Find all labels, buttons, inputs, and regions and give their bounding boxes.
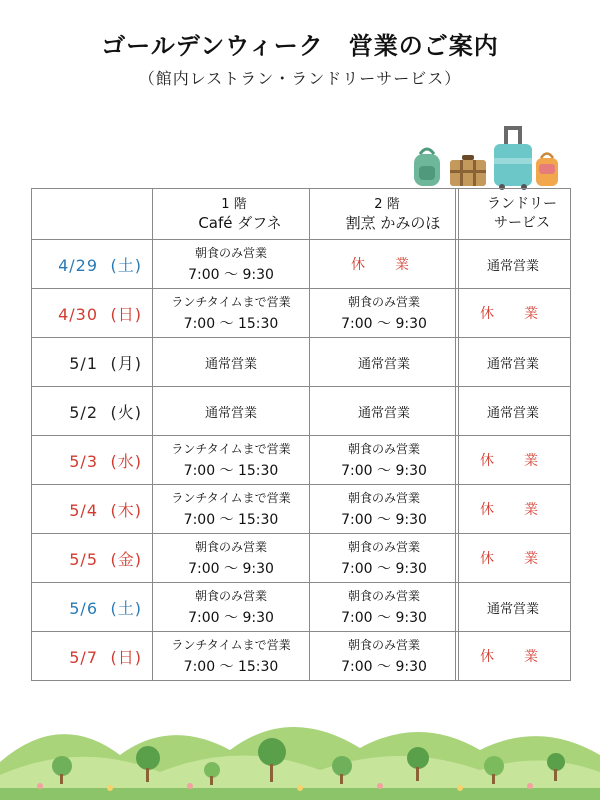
laundry-row <box>456 436 571 485</box>
cafe-status-text: 通常営業 <box>204 356 257 372</box>
kami-cell <box>310 289 459 338</box>
cafe-hours-text: 7:00 〜 9:30 <box>188 610 274 626</box>
weekday-text: (金) <box>110 549 142 569</box>
date-text: 4/30 <box>58 304 98 324</box>
weekday-text: (木) <box>110 500 142 520</box>
cafe-cell <box>153 632 310 681</box>
date-cell <box>32 240 153 289</box>
kami-status-text: 朝食のみ営業 <box>347 295 420 309</box>
header-laundry-cell <box>456 189 571 240</box>
date-cell <box>32 436 153 485</box>
laundry-table <box>455 188 571 681</box>
table-row <box>32 632 459 681</box>
weekday-text: (日) <box>110 304 142 324</box>
kami-hours-text: 7:00 〜 9:30 <box>341 561 427 577</box>
kami-cell <box>310 338 459 387</box>
laundry-cell <box>456 240 571 289</box>
header-kami-cell <box>310 189 459 240</box>
kami-cell <box>310 240 459 289</box>
date-cell <box>32 289 153 338</box>
date-text: 5/7 <box>69 647 98 667</box>
laundry-row <box>456 632 571 681</box>
kami-cell <box>310 436 459 485</box>
cafe-cell <box>153 485 310 534</box>
kami-status-text: 朝食のみ営業 <box>347 589 420 603</box>
laundry-cell <box>456 583 571 632</box>
cafe-hours-text: 7:00 〜 15:30 <box>183 659 279 675</box>
schedule-table <box>31 188 459 681</box>
date-cell <box>32 485 153 534</box>
header-cafe-cell <box>153 189 310 240</box>
cafe-cell <box>153 534 310 583</box>
laundry-closed-text: 休 業 <box>480 306 546 322</box>
kami-cell <box>310 583 459 632</box>
cafe-floor-label: 1 階 <box>221 197 247 212</box>
cafe-status-text: 朝食のみ営業 <box>194 246 267 260</box>
weekday-text: (月) <box>110 353 142 373</box>
weekday-text: (火) <box>110 402 142 422</box>
bag-icon <box>536 154 558 187</box>
table-row <box>32 485 459 534</box>
laundry-header-row <box>456 189 571 240</box>
kami-status-text: 通常営業 <box>357 405 410 421</box>
laundry-cell <box>456 436 571 485</box>
weekday-text: (土) <box>110 598 142 618</box>
table-header-row <box>32 189 459 240</box>
weekday-text: (日) <box>110 647 142 667</box>
laundry-cell <box>456 387 571 436</box>
laundry-closed-text: 休 業 <box>480 453 546 469</box>
page-title: ゴールデンウィーク 営業のご案内 <box>101 32 499 60</box>
kami-status-text: 通常営業 <box>357 356 410 372</box>
kami-hours-text: 7:00 〜 9:30 <box>341 610 427 626</box>
cafe-hours-text: 7:00 〜 15:30 <box>183 463 279 479</box>
laundry-status-text: 通常営業 <box>486 356 539 372</box>
date-text: 5/6 <box>69 598 98 618</box>
laundry-status-text: 通常営業 <box>486 258 539 274</box>
kami-cell <box>310 534 459 583</box>
laundry-cell <box>456 534 571 583</box>
suitcase-icon <box>494 126 532 190</box>
cafe-status-text: 朝食のみ営業 <box>194 589 267 603</box>
weekday-text: (水) <box>110 451 142 471</box>
kami-cell <box>310 387 459 436</box>
cafe-status-text: 朝食のみ営業 <box>194 540 267 554</box>
cafe-cell <box>153 436 310 485</box>
table-row <box>32 387 459 436</box>
cafe-cell <box>153 338 310 387</box>
laundry-row <box>456 387 571 436</box>
cafe-status-text: ランチタイムまで営業 <box>171 295 291 309</box>
date-text: 5/2 <box>69 402 98 422</box>
table-row <box>32 338 459 387</box>
table-row <box>32 436 459 485</box>
laundry-cell <box>456 632 571 681</box>
kami-hours-text: 7:00 〜 9:30 <box>341 512 427 528</box>
cafe-cell <box>153 240 310 289</box>
kami-status-text: 朝食のみ営業 <box>347 442 420 456</box>
date-cell <box>32 387 153 436</box>
luggage-illustration <box>410 124 560 190</box>
laundry-row <box>456 485 571 534</box>
kami-hours-text: 7:00 〜 9:30 <box>341 463 427 479</box>
cafe-status-text: ランチタイムまで営業 <box>171 638 291 652</box>
kami-status-text: 朝食のみ営業 <box>347 491 420 505</box>
date-text: 5/3 <box>69 451 98 471</box>
laundry-row <box>456 240 571 289</box>
laundry-row <box>456 289 571 338</box>
kami-hours-text: 7:00 〜 9:30 <box>341 316 427 332</box>
kami-cell <box>310 485 459 534</box>
laundry-status-text: 通常営業 <box>486 601 539 617</box>
laundry-row <box>456 338 571 387</box>
cafe-status-text: ランチタイムまで営業 <box>171 491 291 505</box>
table-row <box>32 583 459 632</box>
date-cell <box>32 583 153 632</box>
cafe-hours-text: 7:00 〜 15:30 <box>183 512 279 528</box>
date-cell <box>32 534 153 583</box>
date-text: 5/1 <box>69 353 98 373</box>
landscape-illustration <box>0 700 600 800</box>
page-subtitle: （館内レストラン・ランドリーサービス） <box>138 69 462 88</box>
laundry-status-text: 通常営業 <box>486 405 539 421</box>
date-text: 5/4 <box>69 500 98 520</box>
cafe-cell <box>153 583 310 632</box>
laundry-closed-text: 休 業 <box>480 649 546 665</box>
cafe-hours-text: 7:00 〜 9:30 <box>188 561 274 577</box>
weekday-text: (土) <box>110 255 142 275</box>
laundry-header-line1: ランドリー <box>487 196 557 212</box>
trunk-icon <box>450 155 486 186</box>
kami-status-text: 朝食のみ営業 <box>347 540 420 554</box>
laundry-closed-text: 休 業 <box>480 502 546 518</box>
kami-hours-text: 7:00 〜 9:30 <box>341 659 427 675</box>
table-row <box>32 289 459 338</box>
cafe-cell <box>153 387 310 436</box>
kami-floor-label: 2 階 <box>374 197 400 212</box>
cafe-status-text: 通常営業 <box>204 405 257 421</box>
laundry-cell <box>456 338 571 387</box>
date-text: 5/5 <box>69 549 98 569</box>
table-row <box>32 534 459 583</box>
date-text: 4/29 <box>58 255 98 275</box>
cafe-name-label: Café ダフネ <box>198 214 282 232</box>
table-row <box>32 240 459 289</box>
kami-status-text: 朝食のみ営業 <box>347 638 420 652</box>
laundry-row <box>456 583 571 632</box>
cafe-status-text: ランチタイムまで営業 <box>171 442 291 456</box>
kami-name-label: 割烹 かみのほ <box>345 214 441 232</box>
cafe-hours-text: 7:00 〜 9:30 <box>188 267 274 283</box>
laundry-cell <box>456 485 571 534</box>
laundry-cell <box>456 289 571 338</box>
header-date-cell <box>32 189 153 240</box>
laundry-row <box>456 534 571 583</box>
cafe-cell <box>153 289 310 338</box>
backpack-icon <box>414 149 440 186</box>
date-cell <box>32 632 153 681</box>
kami-closed-text: 休 業 <box>351 257 417 273</box>
kami-cell <box>310 632 459 681</box>
cafe-hours-text: 7:00 〜 15:30 <box>183 316 279 332</box>
laundry-closed-text: 休 業 <box>480 551 546 567</box>
laundry-header-line2: サービス <box>494 215 550 231</box>
date-cell <box>32 338 153 387</box>
